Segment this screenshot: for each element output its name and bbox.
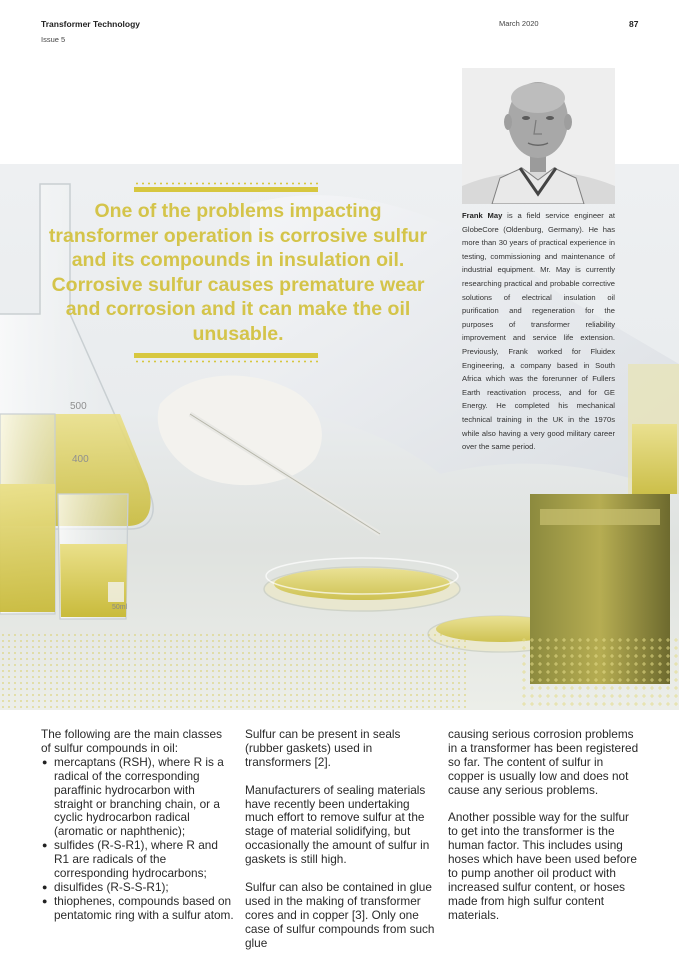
quote-bottom-dots <box>134 360 318 363</box>
svg-text:50ml: 50ml <box>112 604 128 611</box>
quote-top-rule <box>134 187 318 192</box>
list-intro: The following are the main classes of sulfur compounds in oil: <box>41 727 222 755</box>
publication-title: Transformer Technology <box>41 19 141 29</box>
list-item: ● disulfides (R-S-S-R1); <box>41 881 235 895</box>
body-column-2 <box>245 728 437 960</box>
svg-text:400: 400 <box>72 454 89 465</box>
paragraph: Manufacturers of sealing materials have recently been undertaking much effort to remove sulfur at the stage of material solidifying, but occasionally the amount of sulfur in gaskets is still high. <box>245 782 430 867</box>
paragraph: Sulfur can be present in seals (rubber gaskets) used in transformers [2]. <box>245 727 401 769</box>
page-number: 87 <box>629 19 639 29</box>
pull-quote: One of the problems impacting transformer operation is corrosive sulfur and its compounds in insulation oil. Corrosive sulfur causes premature wear and corrosion and it can make the oil unusable. <box>48 200 428 345</box>
list-item: ● thiophenes, compounds based on pentatomic ring with a sulfur atom. <box>41 895 235 923</box>
author-bio-text: is a field service engineer at GlobeCore (Oldenburg, Germany). He has more than 30 years of practical experience in testing, commissioning and maintenance of industrial equipment. Mr. May is currently researching practical and probable corrective solutions of electrical insulation oil purification and regeneration for the purposes of transformer reliability improvement and service life extension. Previously, Frank worked for Fluidex Engineering, a company based in South Africa which was the forerunner of Fullers Earth reactivation process, and for GE Energy. He completed his mechanical technical training in the UK in the 1970s while also having a very good military career over the same period. <box>462 211 615 452</box>
body-column-1 <box>41 728 235 923</box>
paragraph: causing serious corrosion problems in a transformer has been registered so far. The content of sulfur in copper is usually low and does not cause any serious problems. <box>448 727 639 797</box>
list-item: ● sulfides (R-S-R1), where R and R1 are radicals of the corresponding hydrocarbons; <box>41 839 235 881</box>
paragraph: Another possible way for the sulfur to get into the transformer is the human factor. This includes using hoses which have been used before to pump another oil product with increased sulfur content, or hoses made from high sulfur content materials. <box>448 810 637 922</box>
body-column-3 <box>448 728 640 937</box>
quote-bottom-rule <box>134 353 318 358</box>
author-bio <box>462 209 615 454</box>
svg-text:500: 500 <box>70 401 87 412</box>
running-header <box>41 19 140 44</box>
list-item: ● mercaptans (RSH), where R is a radical of the corresponding paraffinic hydrocarbon with straight or branching chain, or a cyclic hydrocarbon radical (aromatic or naphthenic); <box>41 756 235 839</box>
issue-label: Issue 5 <box>41 35 66 44</box>
author-portrait-illustration <box>462 68 615 204</box>
quote-top-dots <box>134 182 318 185</box>
paragraph: Sulfur can also be contained in glue used in the making of transformer cores and in copper [3]. Only one case of sulfur compounds from such glue <box>245 879 435 950</box>
author-name: Frank May <box>462 211 503 220</box>
author-photo <box>462 68 615 204</box>
sulfur-compounds-list <box>41 756 235 923</box>
issue-date: March 2020 <box>499 19 539 28</box>
